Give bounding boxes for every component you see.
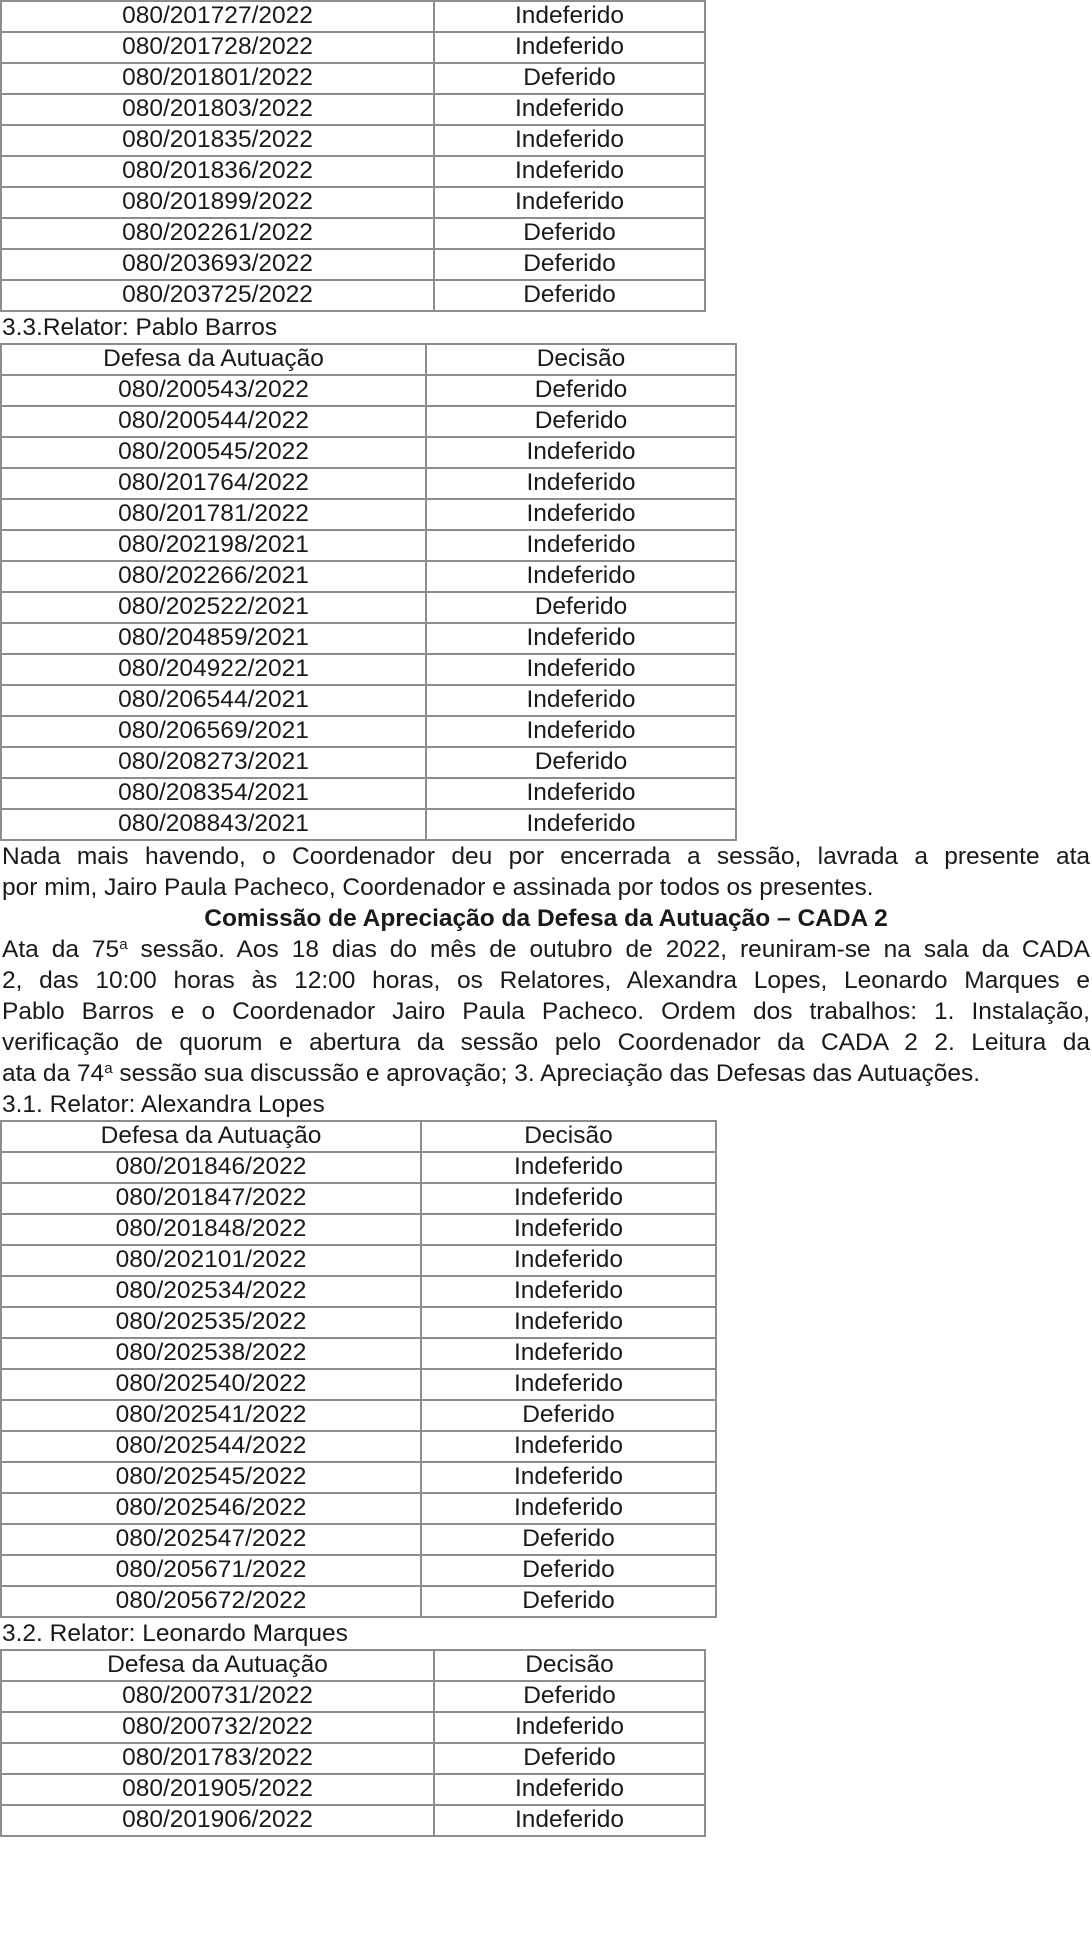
table-row xyxy=(1,468,736,499)
autuacao-number-cell: 080/202261/2022 xyxy=(1,218,434,249)
decision-cell: Indeferido xyxy=(426,530,736,561)
decision-cell: Deferido xyxy=(434,280,705,311)
decision-cell: Indeferido xyxy=(421,1152,716,1183)
decision-cell: Indeferido xyxy=(434,1774,705,1805)
table-row xyxy=(1,1586,716,1617)
table-row xyxy=(1,530,736,561)
decision-cell: Indeferido xyxy=(434,156,705,187)
table-row xyxy=(1,778,736,809)
table-row xyxy=(1,406,736,437)
decision-cell: Indeferido xyxy=(421,1493,716,1524)
decision-cell: Deferido xyxy=(421,1586,716,1617)
paragraph-line xyxy=(2,1058,1090,1089)
table-body xyxy=(1,1681,705,1836)
decision-cell: Indeferido xyxy=(426,437,736,468)
autuacao-number-cell: 080/206569/2021 xyxy=(1,716,426,747)
decision-table-leonardo-marques xyxy=(0,1649,706,1837)
decision-cell: Deferido xyxy=(434,1681,705,1712)
decision-cell: Indeferido xyxy=(426,499,736,530)
decision-cell: Indeferido xyxy=(421,1369,716,1400)
column-header-decisao: Decisão xyxy=(421,1121,716,1152)
section-heading-leonardo-marques: 3.2. Relator: Leonardo Marques xyxy=(2,1620,348,1647)
line-text: sessão. Aos 18 dias do mês de outubro de 2022, reuniram-se na sala da CADA xyxy=(127,936,1091,963)
decision-cell: Indeferido xyxy=(426,685,736,716)
autuacao-number-cell: 080/200732/2022 xyxy=(1,1712,434,1743)
autuacao-number-cell: 080/201899/2022 xyxy=(1,187,434,218)
table-row xyxy=(1,187,705,218)
table-row xyxy=(1,499,736,530)
decision-cell: Deferido xyxy=(426,747,736,778)
paragraph-line xyxy=(2,934,1090,965)
table-row xyxy=(1,32,705,63)
table-row xyxy=(1,1307,716,1338)
table-row xyxy=(1,1214,716,1245)
table-row xyxy=(1,1369,716,1400)
table-row xyxy=(1,375,736,406)
autuacao-number-cell: 080/205671/2022 xyxy=(1,1555,421,1586)
decision-cell: Indeferido xyxy=(421,1338,716,1369)
table-row xyxy=(1,218,705,249)
decision-cell: Indeferido xyxy=(421,1214,716,1245)
ordinal-indicator: a xyxy=(104,1060,113,1077)
decision-table-alexandra-lopes xyxy=(0,1120,717,1618)
table-row xyxy=(1,1681,705,1712)
decision-cell: Indeferido xyxy=(421,1431,716,1462)
table-row xyxy=(1,1743,705,1774)
autuacao-number-cell: 080/201803/2022 xyxy=(1,94,434,125)
table-row xyxy=(1,94,705,125)
autuacao-number-cell: 080/205672/2022 xyxy=(1,1586,421,1617)
decision-cell: Indeferido xyxy=(434,94,705,125)
column-header-autuacao: Defesa da Autuação xyxy=(1,1650,434,1681)
autuacao-number-cell: 080/202546/2022 xyxy=(1,1493,421,1524)
autuacao-number-cell: 080/201835/2022 xyxy=(1,125,434,156)
section-heading-pablo-barros: 3.3.Relator: Pablo Barros xyxy=(2,314,278,341)
table-row xyxy=(1,1431,716,1462)
line-text: sessão sua discussão e aprovação; 3. Apreciação das Defesas das Autuações. xyxy=(112,1060,981,1087)
table-row xyxy=(1,280,705,311)
table-row xyxy=(1,685,736,716)
table-row xyxy=(1,125,705,156)
decision-cell: Indeferido xyxy=(421,1307,716,1338)
table-row xyxy=(1,1245,716,1276)
table-row xyxy=(1,1493,716,1524)
decision-cell: Deferido xyxy=(426,375,736,406)
decision-cell: Indeferido xyxy=(421,1462,716,1493)
autuacao-number-cell: 080/200544/2022 xyxy=(1,406,426,437)
column-header-autuacao: Defesa da Autuação xyxy=(1,344,426,375)
table-row xyxy=(1,1,705,32)
decision-cell: Indeferido xyxy=(426,716,736,747)
autuacao-number-cell: 080/202540/2022 xyxy=(1,1369,421,1400)
paragraph-line: por mim, Jairo Paula Pacheco, Coordenador e assinada por todos os presentes. xyxy=(2,874,874,901)
table-row xyxy=(1,156,705,187)
autuacao-number-cell: 080/208273/2021 xyxy=(1,747,426,778)
decision-cell: Deferido xyxy=(426,406,736,437)
decision-cell: Indeferido xyxy=(426,623,736,654)
decision-cell: Indeferido xyxy=(434,187,705,218)
section-heading-alexandra-lopes: 3.1. Relator: Alexandra Lopes xyxy=(2,1091,325,1118)
decision-cell: Deferido xyxy=(434,63,705,94)
autuacao-number-cell: 080/201764/2022 xyxy=(1,468,426,499)
table-row xyxy=(1,1555,716,1586)
autuacao-number-cell: 080/202545/2022 xyxy=(1,1462,421,1493)
autuacao-number-cell: 080/206544/2021 xyxy=(1,685,426,716)
decision-cell: Indeferido xyxy=(426,561,736,592)
line-text: 2, das 10:00 horas às 12:00 horas, os Relatores, Alexandra Lopes, Leonardo Marques e xyxy=(2,967,1090,994)
table-row xyxy=(1,63,705,94)
autuacao-number-cell: 080/202538/2022 xyxy=(1,1338,421,1369)
paragraph-line xyxy=(2,996,1090,1027)
closing-paragraph xyxy=(0,841,1090,903)
decision-cell: Indeferido xyxy=(426,809,736,840)
autuacao-number-cell: 080/201781/2022 xyxy=(1,499,426,530)
minutes-paragraph xyxy=(0,934,1090,1089)
autuacao-number-cell: 080/201728/2022 xyxy=(1,32,434,63)
paragraph-line: Nada mais havendo, o Coordenador deu por encerrada a sessão, lavrada a presente ata xyxy=(2,843,1090,870)
table-header-row xyxy=(1,1650,705,1681)
paragraph-line xyxy=(2,1027,1090,1058)
line-text: Pablo Barros e o Coordenador Jairo Paula Pacheco. Ordem dos trabalhos: 1. Instalação, xyxy=(2,998,1090,1025)
line-text: verificação de quorum e abertura da sessão pelo Coordenador da CADA 2 2. Leitura da xyxy=(2,1029,1090,1056)
autuacao-number-cell: 080/201846/2022 xyxy=(1,1152,421,1183)
decision-cell: Indeferido xyxy=(421,1245,716,1276)
decision-cell: Indeferido xyxy=(421,1183,716,1214)
decision-cell: Deferido xyxy=(421,1400,716,1431)
decision-cell: Indeferido xyxy=(426,778,736,809)
autuacao-number-cell: 080/204922/2021 xyxy=(1,654,426,685)
table-row xyxy=(1,1152,716,1183)
autuacao-number-cell: 080/202547/2022 xyxy=(1,1524,421,1555)
decision-table-pablo-barros xyxy=(0,343,737,841)
table-body xyxy=(1,1,705,311)
table-row xyxy=(1,561,736,592)
autuacao-number-cell: 080/208354/2021 xyxy=(1,778,426,809)
decision-cell: Indeferido xyxy=(434,1712,705,1743)
autuacao-number-cell: 080/200545/2022 xyxy=(1,437,426,468)
column-header-decisao: Decisão xyxy=(434,1650,705,1681)
table-row xyxy=(1,716,736,747)
table-row xyxy=(1,249,705,280)
column-header-autuacao: Defesa da Autuação xyxy=(1,1121,421,1152)
table-row xyxy=(1,747,736,778)
autuacao-number-cell: 080/201847/2022 xyxy=(1,1183,421,1214)
decision-cell: Indeferido xyxy=(434,32,705,63)
decision-cell: Deferido xyxy=(434,1743,705,1774)
autuacao-number-cell: 080/201783/2022 xyxy=(1,1743,434,1774)
table-row xyxy=(1,1276,716,1307)
autuacao-number-cell: 080/202544/2022 xyxy=(1,1431,421,1462)
autuacao-number-cell: 080/202522/2021 xyxy=(1,592,426,623)
line-text: Ata da 75 xyxy=(2,936,120,963)
autuacao-number-cell: 080/200543/2022 xyxy=(1,375,426,406)
autuacao-number-cell: 080/200731/2022 xyxy=(1,1681,434,1712)
table-row xyxy=(1,1183,716,1214)
table-row xyxy=(1,1712,705,1743)
autuacao-number-cell: 080/202266/2021 xyxy=(1,561,426,592)
decision-cell: Deferido xyxy=(421,1555,716,1586)
table-header-row xyxy=(1,344,736,375)
table-row xyxy=(1,1400,716,1431)
decision-cell: Indeferido xyxy=(434,1,705,32)
table-row xyxy=(1,809,736,840)
decision-table-continued xyxy=(0,0,706,312)
table-row xyxy=(1,1462,716,1493)
column-header-decisao: Decisão xyxy=(426,344,736,375)
decision-cell: Indeferido xyxy=(434,1805,705,1836)
decision-cell: Indeferido xyxy=(426,654,736,685)
table-row xyxy=(1,1774,705,1805)
autuacao-number-cell: 080/201801/2022 xyxy=(1,63,434,94)
decision-cell: Indeferido xyxy=(426,468,736,499)
decision-cell: Deferido xyxy=(426,592,736,623)
autuacao-number-cell: 080/201905/2022 xyxy=(1,1774,434,1805)
autuacao-number-cell: 080/204859/2021 xyxy=(1,623,426,654)
autuacao-number-cell: 080/208843/2021 xyxy=(1,809,426,840)
decision-cell: Indeferido xyxy=(421,1276,716,1307)
table-body xyxy=(1,375,736,840)
autuacao-number-cell: 080/203693/2022 xyxy=(1,249,434,280)
table-row xyxy=(1,654,736,685)
table-body xyxy=(1,1152,716,1617)
decision-cell: Indeferido xyxy=(434,125,705,156)
autuacao-number-cell: 080/201848/2022 xyxy=(1,1214,421,1245)
table-row xyxy=(1,1338,716,1369)
autuacao-number-cell: 080/203725/2022 xyxy=(1,280,434,311)
decision-cell: Deferido xyxy=(421,1524,716,1555)
decision-cell: Deferido xyxy=(434,249,705,280)
autuacao-number-cell: 080/202541/2022 xyxy=(1,1400,421,1431)
table-row xyxy=(1,623,736,654)
autuacao-number-cell: 080/201906/2022 xyxy=(1,1805,434,1836)
commission-title: Comissão de Apreciação da Defesa da Autuação – CADA 2 xyxy=(204,905,888,932)
decision-cell: Deferido xyxy=(434,218,705,249)
table-row xyxy=(1,1524,716,1555)
autuacao-number-cell: 080/202198/2021 xyxy=(1,530,426,561)
autuacao-number-cell: 080/202534/2022 xyxy=(1,1276,421,1307)
ordinal-indicator: a xyxy=(119,936,128,953)
table-header-row xyxy=(1,1121,716,1152)
table-row xyxy=(1,592,736,623)
autuacao-number-cell: 080/201836/2022 xyxy=(1,156,434,187)
table-row xyxy=(1,1805,705,1836)
autuacao-number-cell: 080/202101/2022 xyxy=(1,1245,421,1276)
table-row xyxy=(1,437,736,468)
paragraph-line xyxy=(2,965,1090,996)
autuacao-number-cell: 080/202535/2022 xyxy=(1,1307,421,1338)
line-text: ata da 74 xyxy=(2,1060,105,1087)
autuacao-number-cell: 080/201727/2022 xyxy=(1,1,434,32)
